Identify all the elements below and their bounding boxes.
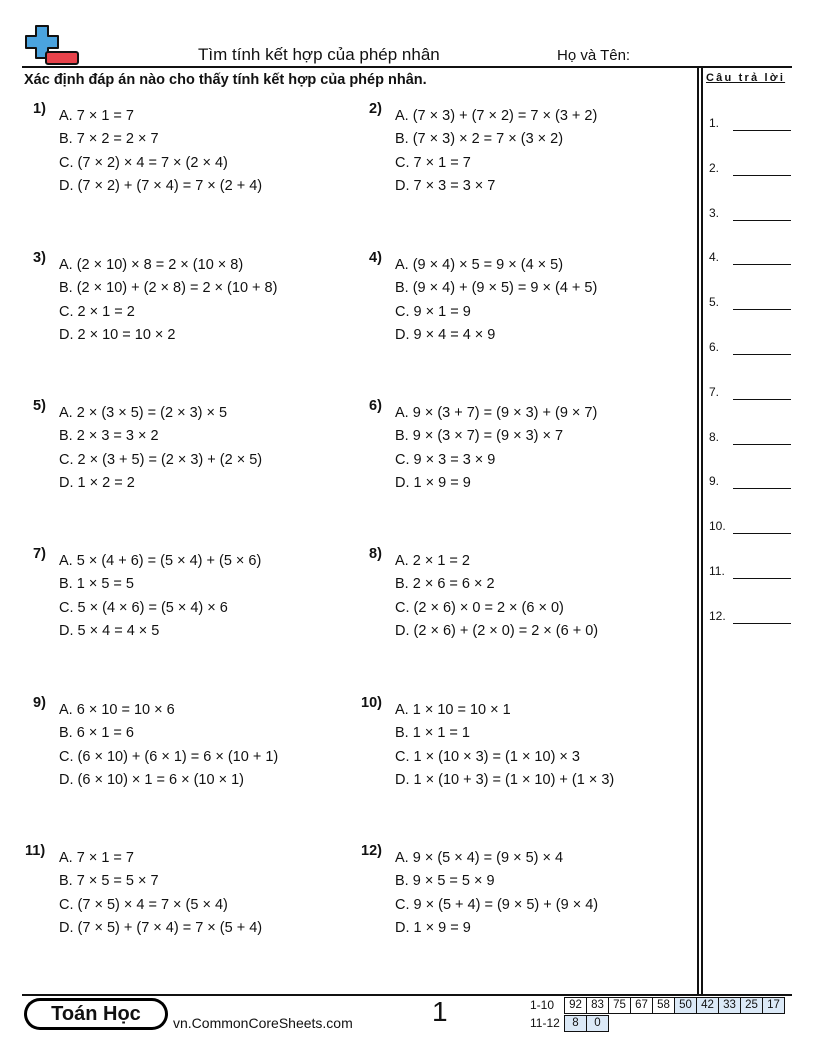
question-number: 12) <box>361 843 382 859</box>
choice-b: B. (2 × 10) + (2 × 8) = 2 × (10 + 8) <box>59 280 278 297</box>
question-number: 5) <box>33 398 46 414</box>
choice-a: A. 1 × 10 = 10 × 1 <box>395 702 511 718</box>
brand-badge <box>24 998 168 1030</box>
choice-d: D. 9 × 4 = 4 × 9 <box>395 326 496 343</box>
question-3-choices <box>59 254 277 347</box>
answer-number: 8. <box>709 430 720 444</box>
header-divider <box>22 66 792 68</box>
question-number: 2) <box>369 101 382 117</box>
question-number: 10) <box>361 695 382 711</box>
choice-d: D. 1 × 9 = 9 <box>395 919 471 936</box>
question-number: 8) <box>369 546 382 562</box>
choice-c: C. 2 × 1 = 2 <box>59 303 135 320</box>
choice-a: A. 2 × 1 = 2 <box>395 553 470 569</box>
choice-a: A. 2 × (3 × 5) = (2 × 3) × 5 <box>59 405 228 421</box>
answer-blank[interactable] <box>733 488 791 489</box>
choice-c: C. 1 × (10 × 3) = (1 × 10) × 3 <box>395 748 580 765</box>
answer-number: 5. <box>709 295 720 309</box>
choice-a: A. 7 × 1 = 7 <box>59 850 134 866</box>
choice-c: C. (7 × 2) × 4 = 7 × (2 × 4) <box>59 154 228 171</box>
score-cell: 92 <box>564 997 587 1014</box>
answer-blank[interactable] <box>733 444 791 445</box>
question-6-choices <box>395 402 597 495</box>
choice-b: B. 7 × 5 = 5 × 7 <box>59 873 159 890</box>
footer-divider <box>22 994 792 996</box>
choice-a: A. 7 × 1 = 7 <box>59 108 134 124</box>
choice-b: B. 7 × 2 = 2 × 7 <box>59 131 159 148</box>
choice-b: B. 9 × (3 × 7) = (9 × 3) × 7 <box>395 428 564 445</box>
choice-c: C. 7 × 1 = 7 <box>395 154 471 171</box>
answer-column-header: Câu trả lời <box>706 72 786 84</box>
site-url: vn.CommonCoreSheets.com <box>173 1015 353 1031</box>
worksheet-title: Tìm tính kết hợp của phép nhân <box>198 45 440 64</box>
choice-c: C. 2 × (3 + 5) = (2 × 3) + (2 × 5) <box>59 451 263 468</box>
choice-b: B. 2 × 3 = 3 × 2 <box>59 428 159 445</box>
choice-d: D. 1 × (10 + 3) = (1 × 10) + (1 × 3) <box>395 771 615 788</box>
question-1-choices <box>59 105 262 198</box>
choice-c: C. (7 × 5) × 4 = 7 × (5 × 4) <box>59 896 228 913</box>
answer-number: 2. <box>709 161 720 175</box>
plus-minus-logo-icon <box>22 24 80 68</box>
answer-blank[interactable] <box>733 399 791 400</box>
score-cell: 8 <box>564 1015 587 1032</box>
question-4-choices <box>395 254 597 347</box>
score-cell: 42 <box>696 997 719 1014</box>
answer-blank[interactable] <box>733 533 791 534</box>
question-5-choices <box>59 402 262 495</box>
choice-d: D. (6 × 10) × 1 = 6 × (10 × 1) <box>59 771 244 788</box>
choice-d: D. 1 × 2 = 2 <box>59 474 135 491</box>
answer-number: 11. <box>709 564 725 578</box>
score-cell: 50 <box>674 997 697 1014</box>
question-2-choices <box>395 105 597 198</box>
question-number: 3) <box>33 250 46 266</box>
choice-b: B. 1 × 5 = 5 <box>59 576 134 593</box>
question-11-choices <box>59 847 262 940</box>
score-cell: 75 <box>608 997 631 1014</box>
answer-number: 1. <box>709 116 720 130</box>
answer-number: 9. <box>709 474 720 488</box>
score-row-label: 1-10 <box>530 998 555 1012</box>
answer-number: 7. <box>709 385 720 399</box>
question-7-choices <box>59 550 261 643</box>
choice-c: C. 9 × 3 = 3 × 9 <box>395 451 496 468</box>
choice-b: B. 2 × 6 = 6 × 2 <box>395 576 495 593</box>
answer-blank[interactable] <box>733 309 791 310</box>
choice-a: A. 9 × (5 × 4) = (9 × 5) × 4 <box>395 850 564 866</box>
instructions: Xác định đáp án nào cho thấy tính kết hợp của phép nhân. <box>24 72 427 88</box>
choice-a: A. 5 × (4 + 6) = (5 × 4) + (5 × 6) <box>59 553 262 569</box>
answer-number: 3. <box>709 206 720 220</box>
choice-a: A. 6 × 10 = 10 × 6 <box>59 702 175 718</box>
question-10-choices <box>395 699 614 792</box>
name-label: Họ và Tên: <box>557 47 631 64</box>
question-9-choices <box>59 699 278 792</box>
choice-c: C. 9 × (5 + 4) = (9 × 5) + (9 × 4) <box>395 896 599 913</box>
score-cell: 0 <box>586 1015 609 1032</box>
choice-d: D. (7 × 2) + (7 × 4) = 7 × (2 + 4) <box>59 177 263 194</box>
question-number: 4) <box>369 250 382 266</box>
score-cell: 58 <box>652 997 675 1014</box>
question-number: 11) <box>25 843 46 859</box>
choice-d: D. 7 × 3 = 3 × 7 <box>395 177 496 194</box>
score-cell: 67 <box>630 997 653 1014</box>
choice-c: C. 9 × 1 = 9 <box>395 303 471 320</box>
brand-label: Toán Học <box>27 1001 165 1027</box>
score-cell: 83 <box>586 997 609 1014</box>
question-8-choices <box>395 550 598 643</box>
score-row-label: 11-12 <box>530 1016 560 1030</box>
choice-b: B. 6 × 1 = 6 <box>59 725 134 742</box>
answer-number: 12. <box>709 609 726 623</box>
score-row <box>565 997 785 1014</box>
question-number: 9) <box>33 695 46 711</box>
choice-a: A. (2 × 10) × 8 = 2 × (10 × 8) <box>59 257 244 273</box>
answer-blank[interactable] <box>733 623 791 624</box>
choice-c: C. (2 × 6) × 0 = 2 × (6 × 0) <box>395 599 564 616</box>
choice-a: A. (7 × 3) + (7 × 2) = 7 × (3 + 2) <box>395 108 598 124</box>
choice-c: C. 5 × (4 × 6) = (5 × 4) × 6 <box>59 599 228 616</box>
answer-blank[interactable] <box>733 220 791 221</box>
answer-column-border <box>697 67 699 995</box>
score-cell: 17 <box>762 997 785 1014</box>
answer-blank[interactable] <box>733 354 791 355</box>
choice-d: D. 1 × 9 = 9 <box>395 474 471 491</box>
answer-blank[interactable] <box>733 175 791 176</box>
choice-c: C. (6 × 10) + (6 × 1) = 6 × (10 + 1) <box>59 748 279 765</box>
question-number: 7) <box>33 546 46 562</box>
question-number: 1) <box>33 101 46 117</box>
question-number: 6) <box>369 398 382 414</box>
choice-d: D. 5 × 4 = 4 × 5 <box>59 622 160 639</box>
score-cell: 33 <box>718 997 741 1014</box>
answer-number: 10. <box>709 519 726 533</box>
answer-column-border <box>701 67 703 995</box>
answer-blank[interactable] <box>733 578 791 579</box>
choice-d: D. (2 × 6) + (2 × 0) = 2 × (6 + 0) <box>395 622 599 639</box>
answer-blank[interactable] <box>733 264 791 265</box>
choice-b: B. 1 × 1 = 1 <box>395 725 470 742</box>
answer-number: 4. <box>709 250 720 264</box>
answer-blank[interactable] <box>733 130 791 131</box>
choice-b: B. (7 × 3) × 2 = 7 × (3 × 2) <box>395 131 564 148</box>
choice-d: D. 2 × 10 = 10 × 2 <box>59 326 176 343</box>
score-row <box>565 1015 609 1032</box>
page-number: 1 <box>432 996 448 1027</box>
choice-b: B. (9 × 4) + (9 × 5) = 9 × (4 + 5) <box>395 280 598 297</box>
answer-number: 6. <box>709 340 720 354</box>
choice-d: D. (7 × 5) + (7 × 4) = 7 × (5 + 4) <box>59 919 263 936</box>
choice-a: A. (9 × 4) × 5 = 9 × (4 × 5) <box>395 257 564 273</box>
choice-b: B. 9 × 5 = 5 × 9 <box>395 873 495 890</box>
choice-a: A. 9 × (3 + 7) = (9 × 3) + (9 × 7) <box>395 405 598 421</box>
question-12-choices <box>395 847 598 940</box>
score-cell: 25 <box>740 997 763 1014</box>
